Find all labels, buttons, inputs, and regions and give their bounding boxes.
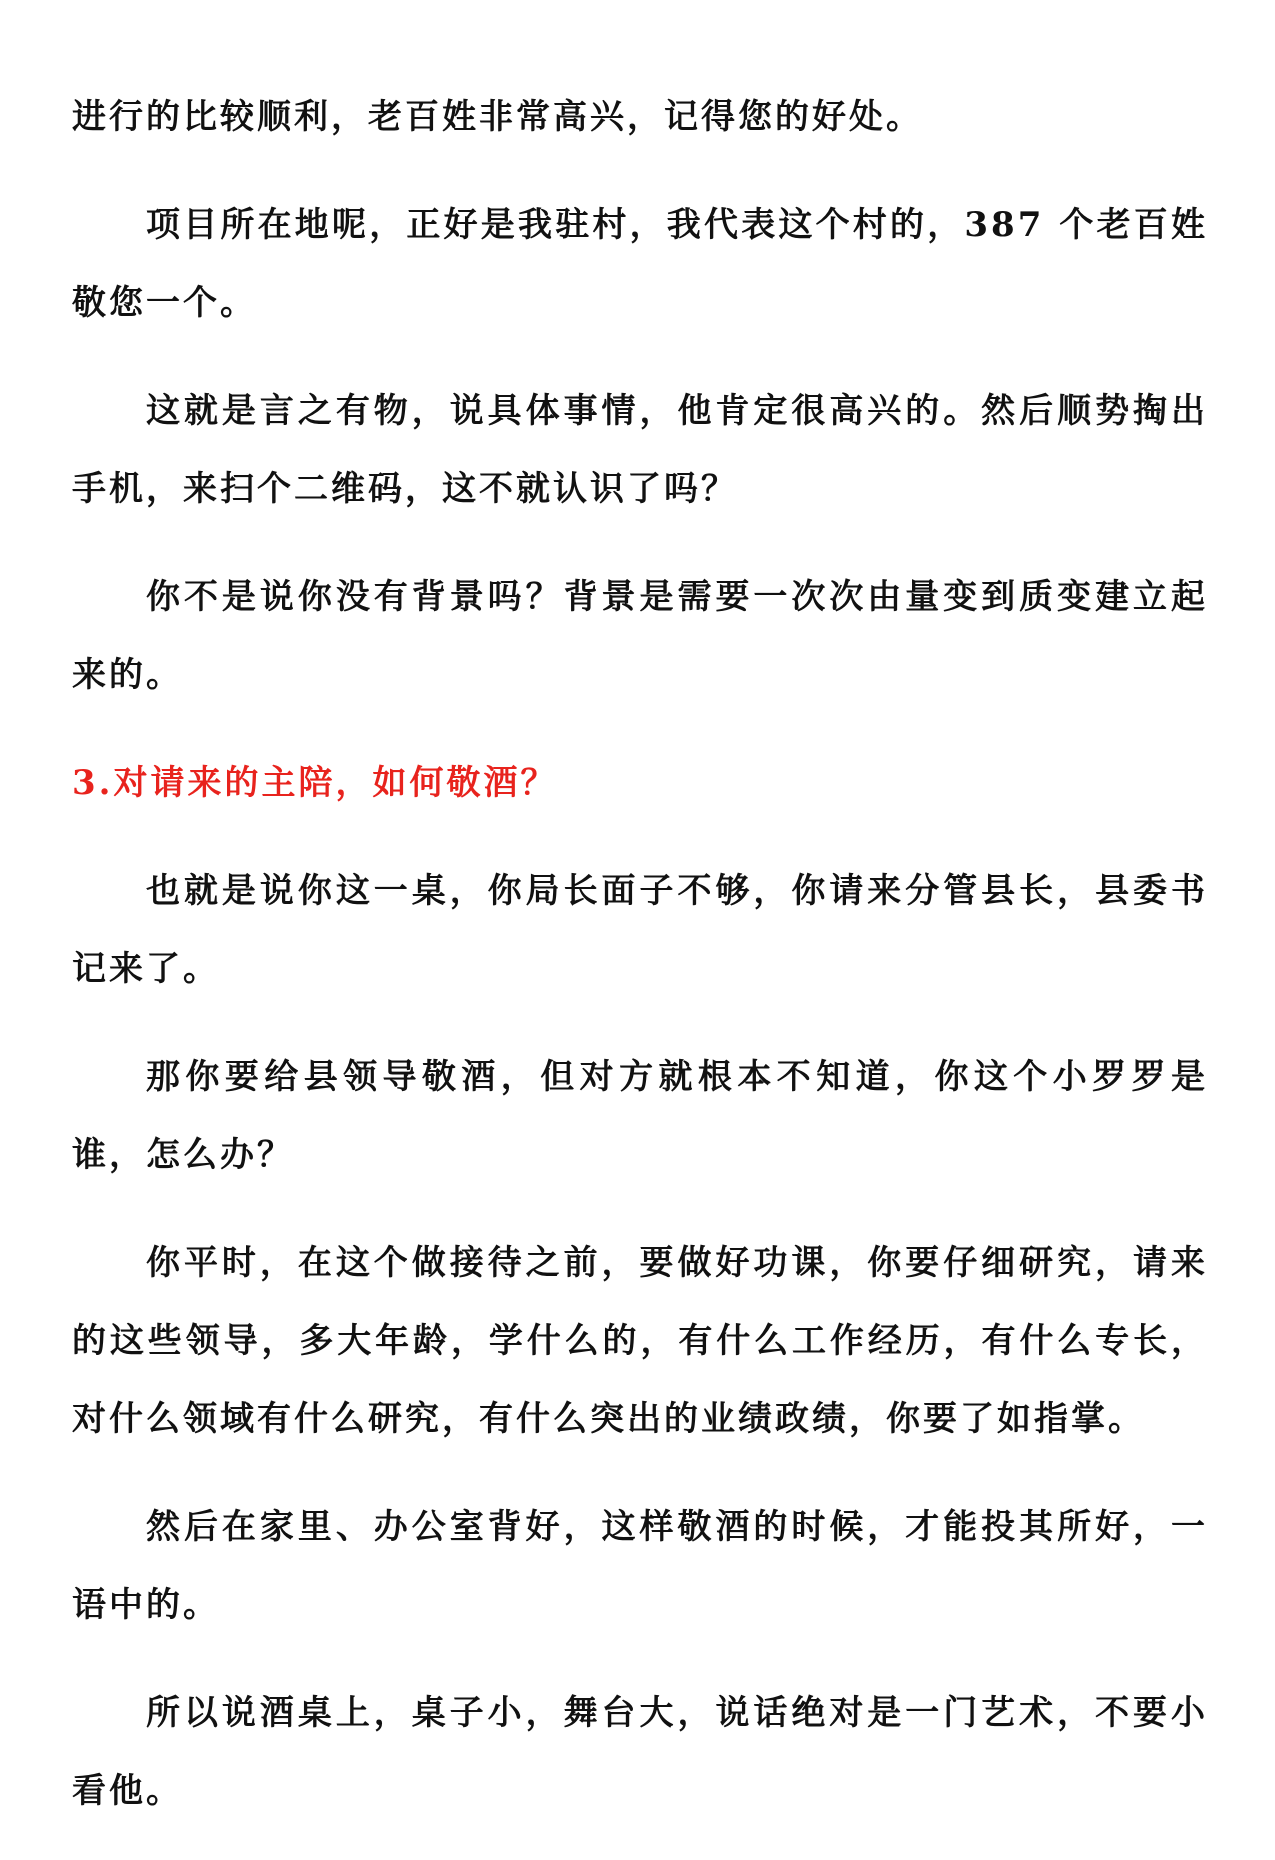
paragraph-8: 然后在家里、办公室背好，这样敬酒的时候，才能投其所好，一语中的。 xyxy=(72,1507,1208,1625)
paragraph-7: 你平时，在这个做接待之前，要做好功课，你要仔细研究，请来的这些领导，多大年龄，学什么的，有什么工作经历，有什么专长，对什么领域有什么研究，有什么突出的业绩政绩，你要了如指掌。 xyxy=(72,1243,1208,1439)
paragraph-3: 这就是言之有物，说具体事情，他肯定很高兴的。然后顺势掏出手机，来扫个二维码，这不就认识了吗？ xyxy=(72,391,1208,509)
paragraph-4: 你不是说你没有背景吗？背景是需要一次次由量变到质变建立起来的。 xyxy=(72,577,1208,695)
paragraph-6: 那你要给县领导敬酒，但对方就根本不知道，你这个小罗罗是谁，怎么办？ xyxy=(72,1057,1208,1175)
paragraph-1: 进行的比较顺利，老百姓非常高兴，记得您的好处。 xyxy=(72,97,923,137)
section-heading: 3.对请来的主陪，如何敬酒？ xyxy=(72,763,558,803)
paragraph-9: 所以说酒桌上，桌子小，舞台大，说话绝对是一门艺术，不要小看他。 xyxy=(72,1693,1208,1811)
paragraph-2: 项目所在地呢，正好是我驻村，我代表这个村的，387 个老百姓敬您一个。 xyxy=(72,205,1208,323)
document-body xyxy=(72,78,1208,1860)
paragraph-5: 也就是说你这一桌，你局长面子不够，你请来分管县长，县委书记来了。 xyxy=(72,871,1208,989)
